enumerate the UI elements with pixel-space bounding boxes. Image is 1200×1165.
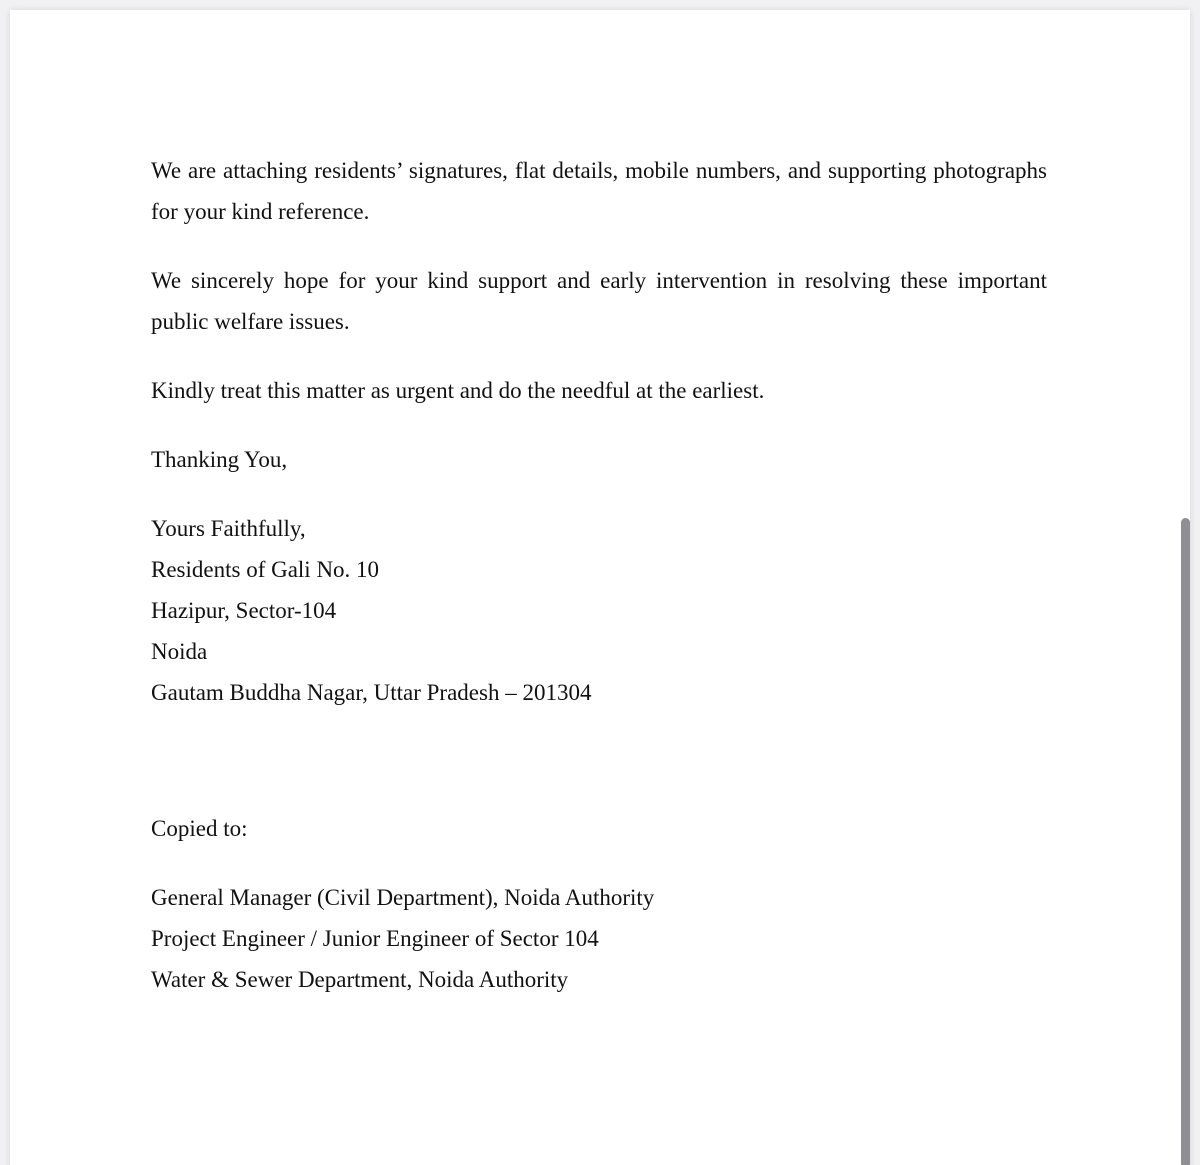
signature-line: Gautam Buddha Nagar, Uttar Pradesh – 201304 bbox=[151, 680, 592, 705]
copied-to-section bbox=[151, 808, 1047, 1000]
closing-line: Thanking You, bbox=[151, 447, 288, 472]
copied-to-recipient: General Manager (Civil Department), Noida Authority bbox=[151, 885, 655, 910]
signature-block bbox=[151, 508, 1047, 713]
signature-salutation: Yours Faithfully, bbox=[151, 516, 306, 541]
paragraph-support-request: We sincerely hope for your kind support and early intervention in resolving these important public welfare issues. bbox=[151, 268, 1047, 334]
signature-line: Noida bbox=[151, 639, 208, 664]
copied-to-list bbox=[151, 877, 1047, 1000]
vertical-scrollbar-thumb[interactable] bbox=[1181, 518, 1190, 1165]
paragraph-urgency: Kindly treat this matter as urgent and do the needful at the earliest. bbox=[151, 378, 765, 403]
document-page bbox=[10, 10, 1190, 1165]
letter-body bbox=[151, 150, 1047, 1000]
copied-to-heading: Copied to: bbox=[151, 816, 248, 841]
paragraph-attachments: We are attaching residents’ signatures, flat details, mobile numbers, and supporting photographs for your kind reference. bbox=[151, 158, 1047, 224]
copied-to-recipient: Water & Sewer Department, Noida Authority bbox=[151, 967, 569, 992]
copied-to-recipient: Project Engineer / Junior Engineer of Sector 104 bbox=[151, 926, 599, 951]
signature-line: Hazipur, Sector-104 bbox=[151, 598, 337, 623]
signature-line: Residents of Gali No. 10 bbox=[151, 557, 380, 582]
